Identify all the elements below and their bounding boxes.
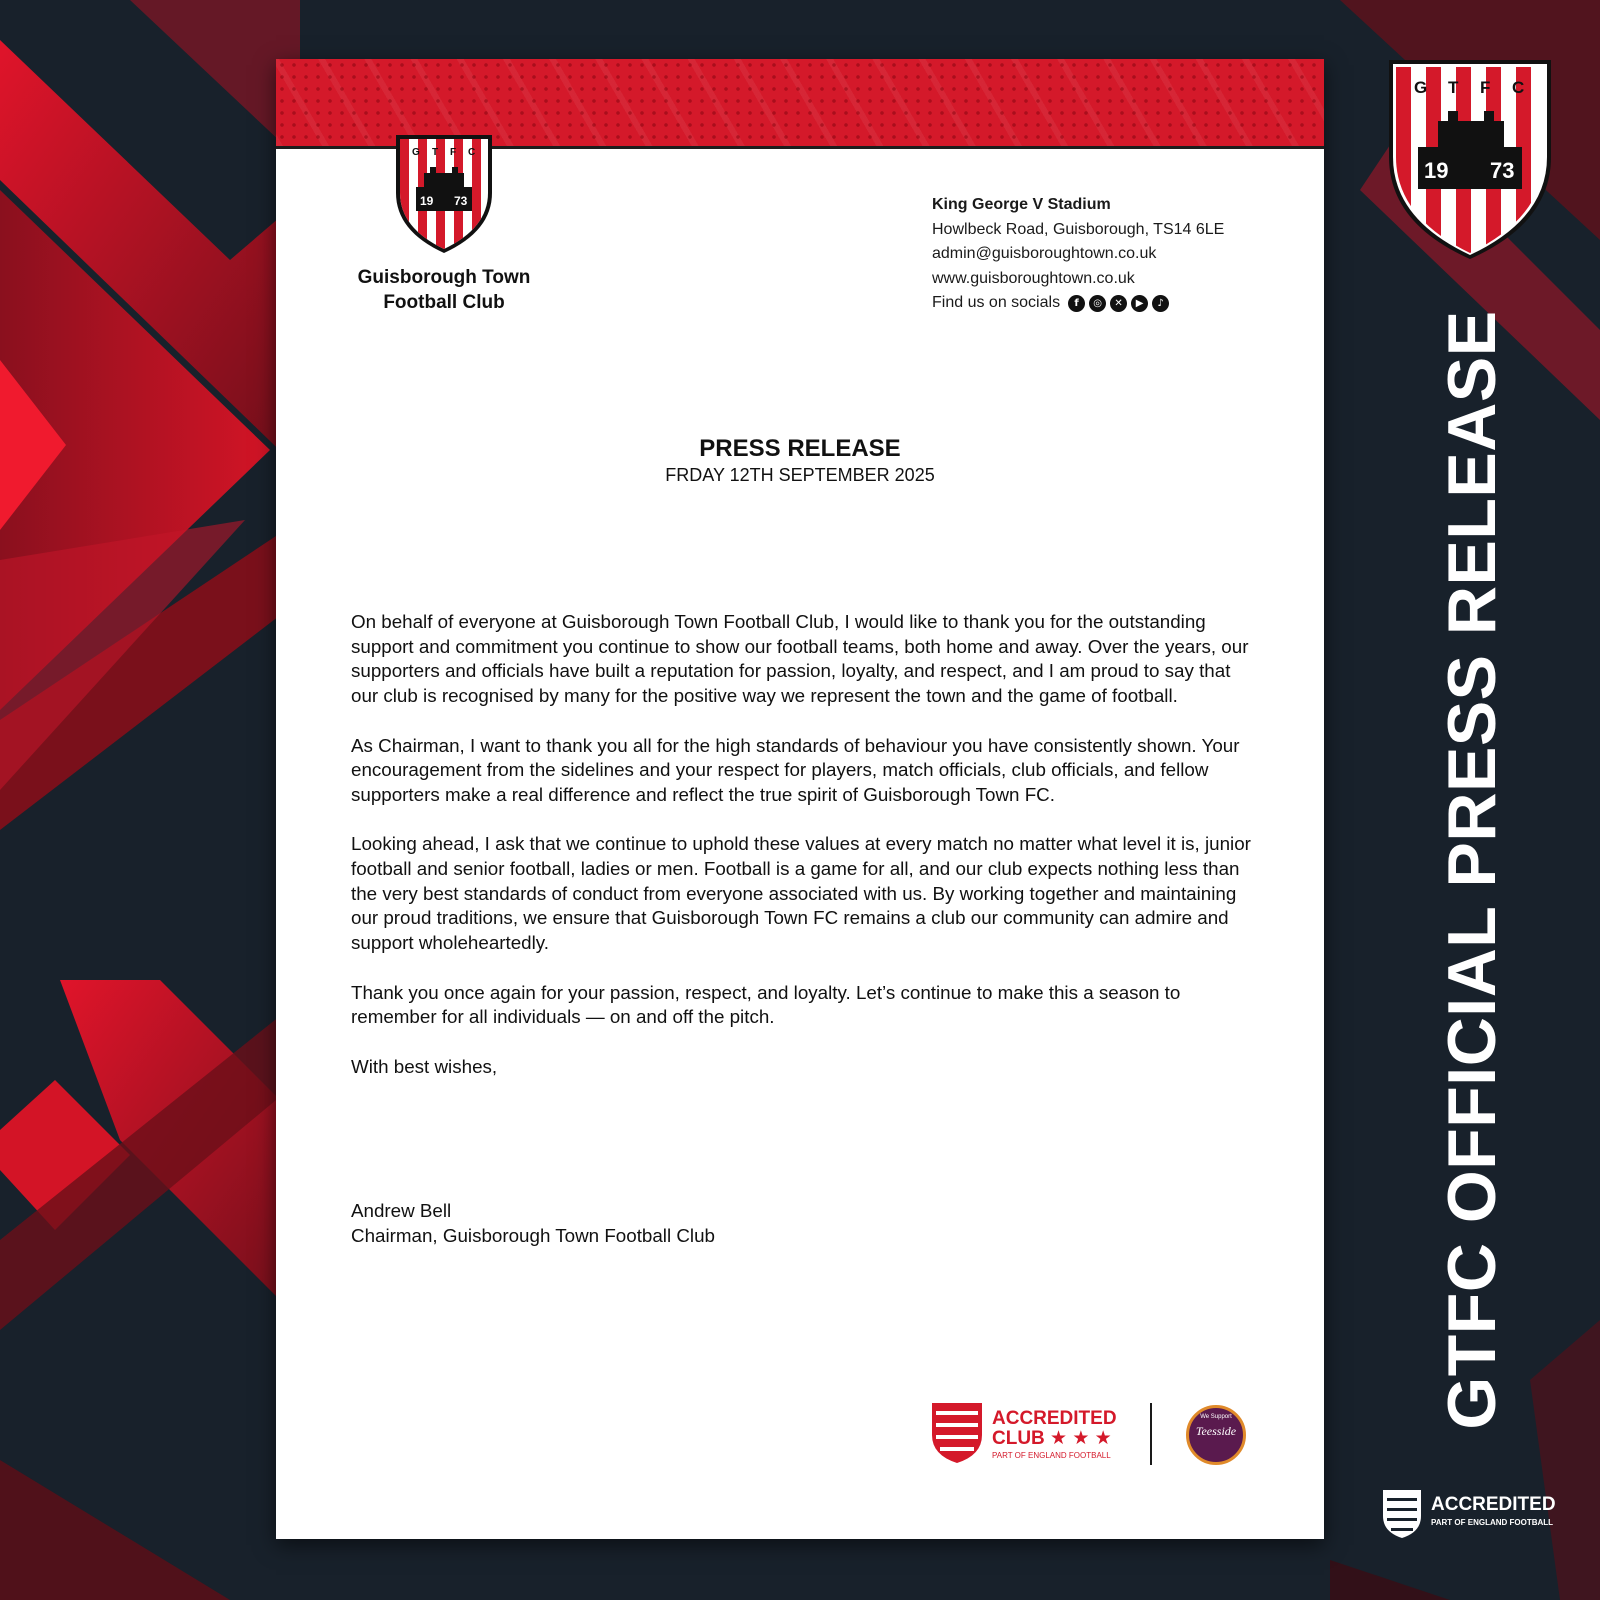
tiktok-icon[interactable]: ♪ bbox=[1152, 295, 1169, 312]
letter-paragraph: Looking ahead, I ask that we continue to uphold these values at every match no matter what level it is, junior football and senior football, ladies or men. Football is a game for all, and our club expects nothing less than the very best standards of conduct from everyone associated with us. By working together and maintaining our proud traditions, we ensure that Guisborough Town FC remains a club our community can admire and support wholeheartedly. bbox=[351, 833, 1251, 954]
crest-letter-c: C bbox=[468, 147, 476, 158]
youtube-icon[interactable]: ▶ bbox=[1131, 295, 1148, 312]
letter-paragraph: As Chairman, I want to thank you all for the high standards of behaviour you have consistently shown. Your encouragement from the sidelines and your respect for players, match officials, club officials, and fellow supporters make a real difference and reflect the true spirit of Guisborough Town FC. bbox=[351, 734, 1240, 805]
accredited-sub-label: PART OF ENGLAND FOOTBALL bbox=[1431, 1518, 1554, 1527]
teesside-badge bbox=[1186, 1405, 1246, 1465]
big-crest-letter-t: T bbox=[1448, 78, 1459, 97]
club-name-line2: Football Club bbox=[383, 292, 505, 313]
tees-name-text: Teesside bbox=[1195, 1424, 1237, 1438]
accredited-label: ACCREDITED bbox=[1431, 1494, 1556, 1515]
big-crest-year-left: 19 bbox=[1424, 158, 1449, 183]
facebook-icon[interactable]: f bbox=[1068, 295, 1085, 312]
press-release-date: FRDAY 12TH SEPTEMBER 2025 bbox=[665, 465, 935, 485]
letterhead-sheet bbox=[276, 59, 1324, 1539]
accredited-club-logo bbox=[930, 1401, 1120, 1465]
three-lions-white-shield-icon bbox=[1381, 1488, 1423, 1540]
club-name-line1: Guisborough Town bbox=[357, 267, 531, 288]
accredited-badge bbox=[1381, 1488, 1561, 1540]
signature-name: Andrew Bell bbox=[351, 1200, 452, 1221]
crest-letter-g: G bbox=[412, 147, 420, 158]
three-lions-shield-icon bbox=[930, 1401, 984, 1465]
letter-paragraph: Thank you once again for your passion, respect, and loyalty. Let’s continue to make this a season to remember for all individuals — on and off the pitch. bbox=[351, 981, 1181, 1028]
big-crest-year-right: 73 bbox=[1490, 158, 1515, 183]
crest-letter-t: T bbox=[432, 147, 439, 158]
club-crest-logo bbox=[394, 133, 494, 253]
big-crest-letter-g: G bbox=[1414, 78, 1428, 97]
big-crest-letter-f: F bbox=[1480, 78, 1491, 97]
venue-name: King George V Stadium bbox=[932, 196, 1111, 213]
club-stars-text: CLUB ★ ★ ★ bbox=[992, 1428, 1112, 1449]
signature-block bbox=[351, 1199, 715, 1248]
crest-year-right: 73 bbox=[454, 194, 468, 208]
contact-website[interactable]: www.guisboroughtown.co.uk bbox=[932, 269, 1135, 287]
x-icon[interactable]: ✕ bbox=[1110, 295, 1127, 312]
club-name bbox=[316, 265, 572, 315]
letter-closing: With best wishes, bbox=[351, 1055, 498, 1077]
instagram-icon[interactable]: ◎ bbox=[1089, 295, 1106, 312]
letter-paragraph: On behalf of everyone at Guisborough Town Football Club, I would like to thank you for the outstanding support and commitment you continue to show our football teams, both home and away. Over the years, our supporters and officials have built a reputation for passion, loyalty, and respect, and I am proud to say that our club is recognised by many for the positive way we represent the town and the game of football. bbox=[351, 611, 1249, 707]
letter-body bbox=[351, 610, 1261, 1104]
large-club-crest-logo bbox=[1386, 57, 1554, 259]
england-football-text: PART OF ENGLAND FOOTBALL bbox=[992, 1451, 1111, 1460]
contact-email[interactable]: admin@guisboroughtown.co.uk bbox=[932, 245, 1157, 262]
venue-address: Howlbeck Road, Guisborough, TS14 6LE bbox=[932, 220, 1225, 238]
social-icons bbox=[1068, 295, 1169, 312]
accredited-text: ACCREDITED bbox=[992, 1408, 1117, 1429]
footer-divider bbox=[1150, 1403, 1152, 1465]
socials-label: Find us on socials bbox=[932, 294, 1061, 311]
crest-year-left: 19 bbox=[420, 194, 434, 208]
press-release-title: PRESS RELEASE bbox=[699, 435, 901, 462]
vertical-title: GTFC OFFICIAL PRESS RELEASE bbox=[1434, 310, 1510, 1430]
socials-row bbox=[932, 291, 1224, 316]
crest-letter-f: F bbox=[450, 147, 457, 158]
tees-support-text: We Support bbox=[1200, 1414, 1232, 1420]
big-crest-letter-c: C bbox=[1512, 78, 1525, 97]
signature-role: Chairman, Guisborough Town Football Club bbox=[351, 1224, 715, 1246]
contact-block bbox=[932, 193, 1224, 316]
